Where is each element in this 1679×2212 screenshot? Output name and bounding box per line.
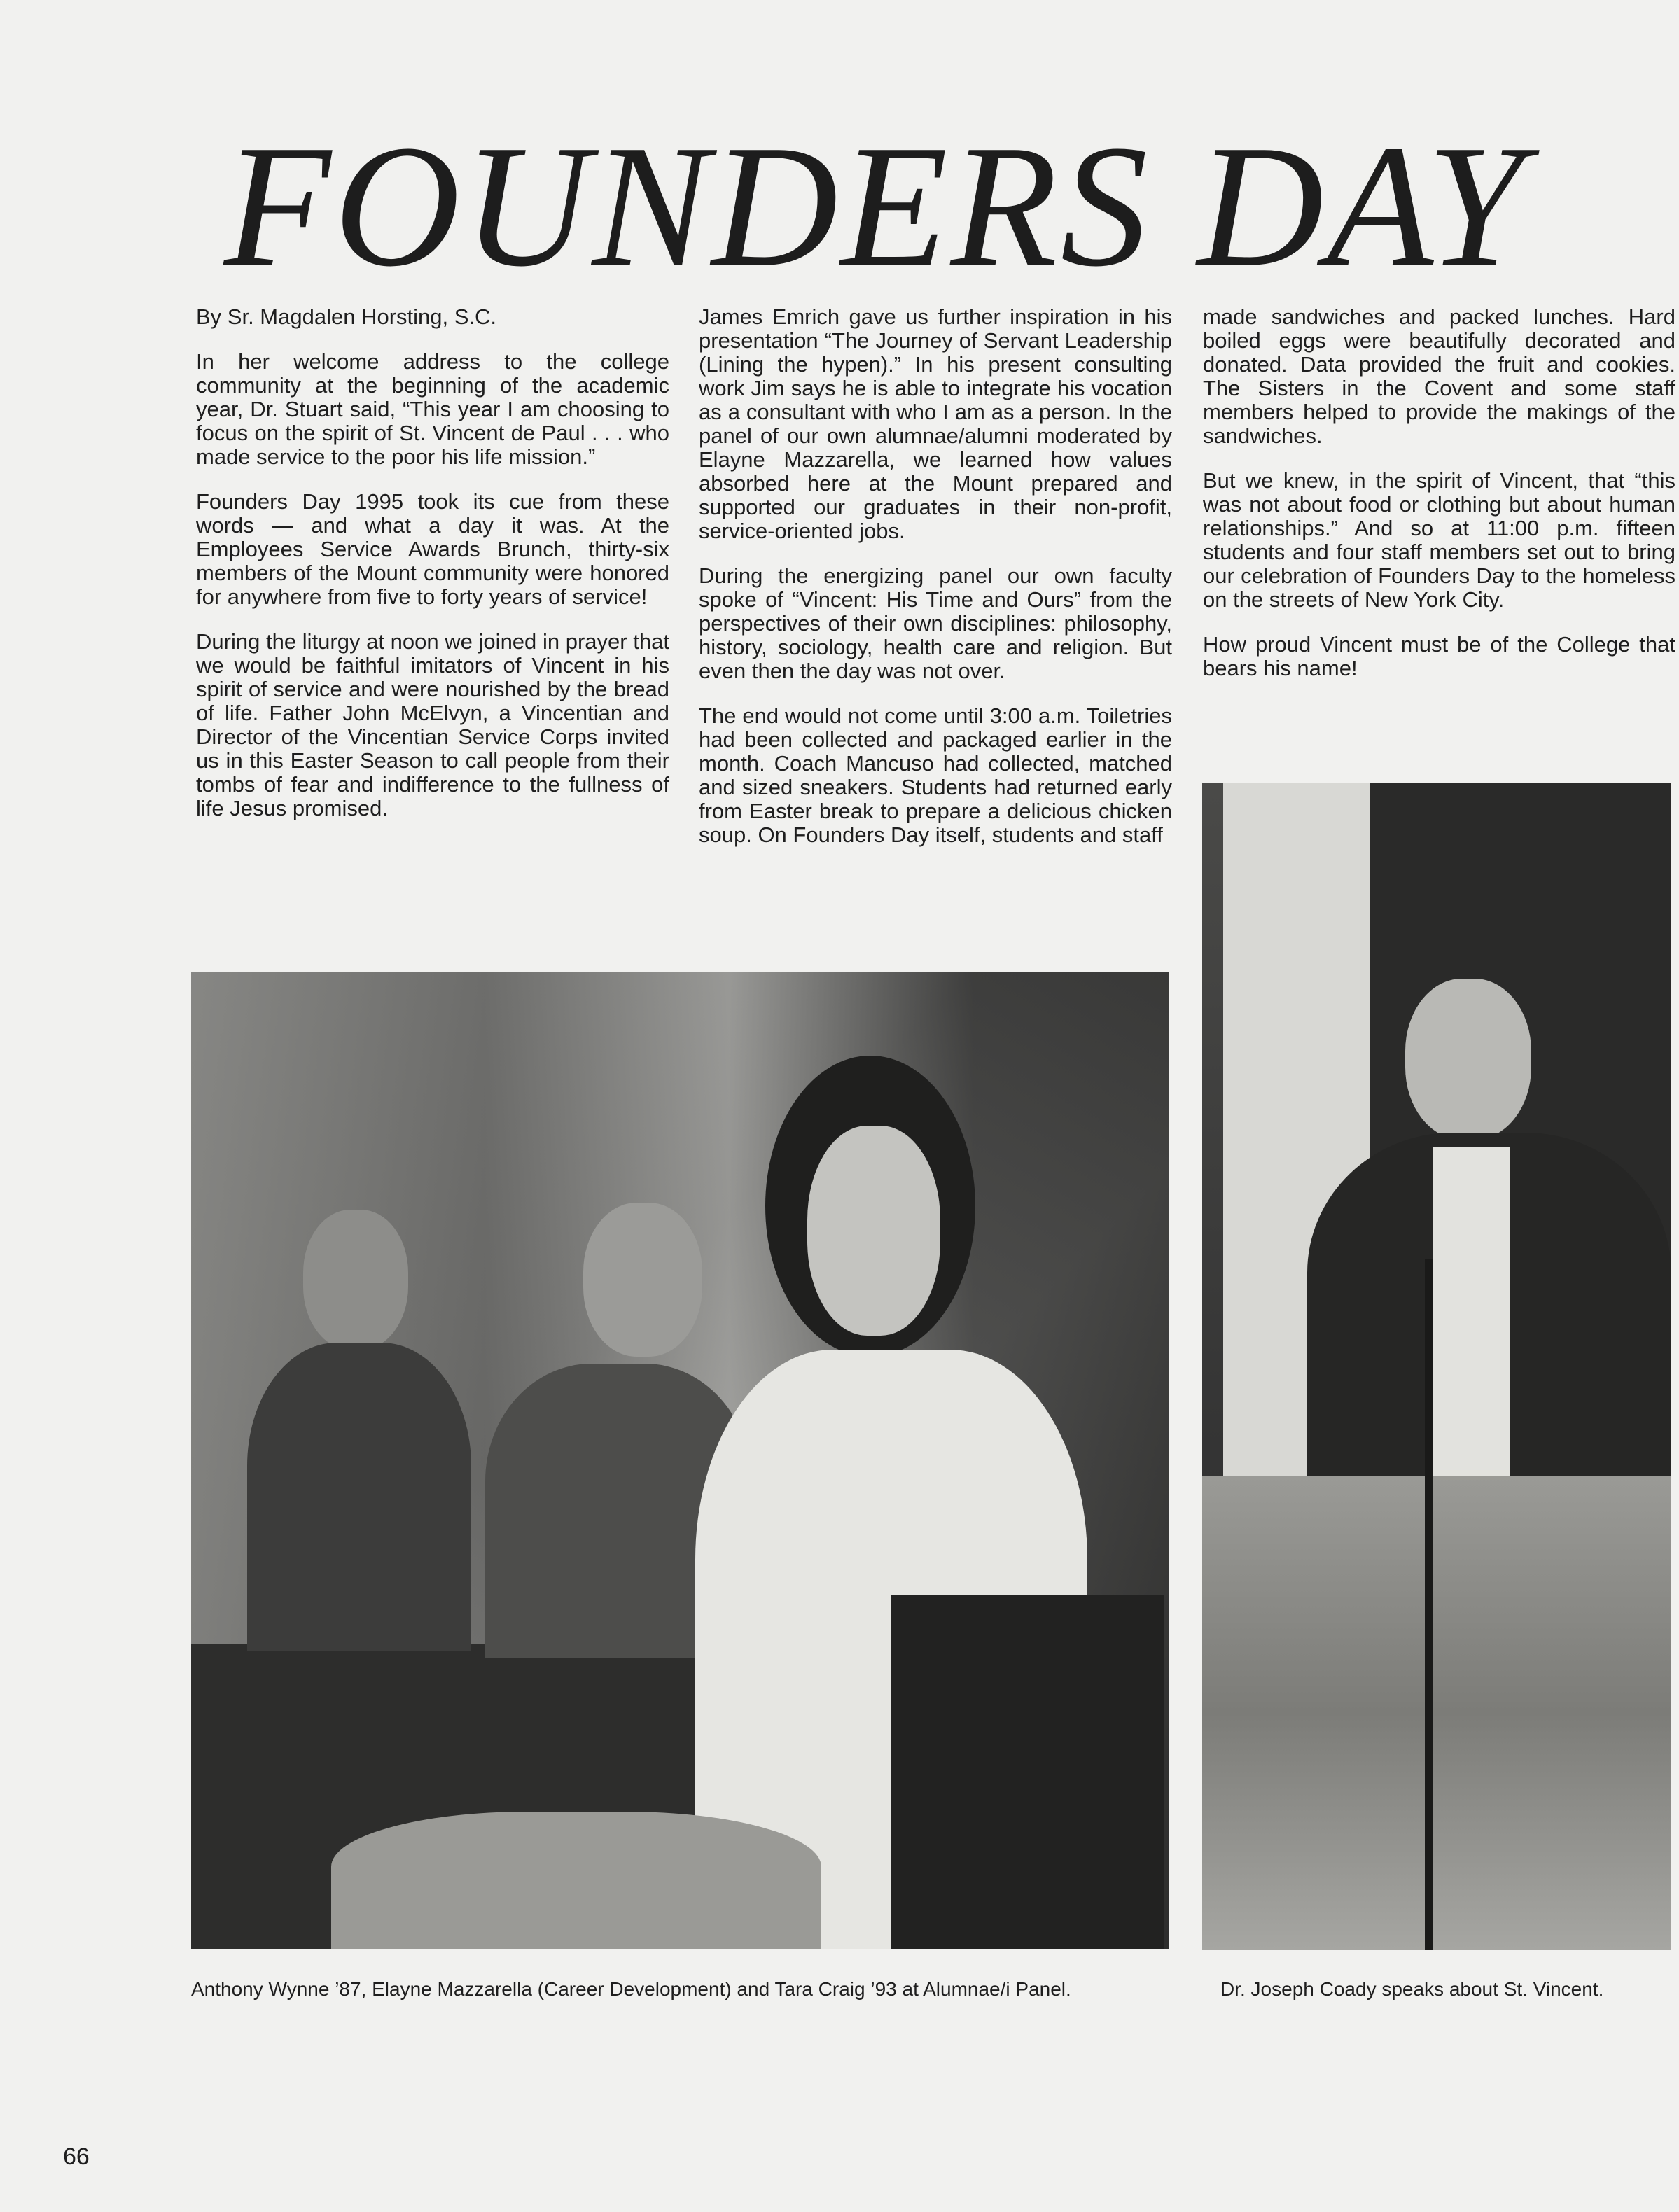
page-title: FOUNDERS DAY bbox=[224, 109, 1527, 303]
speaker-photo bbox=[1202, 783, 1671, 1950]
article-column-1 bbox=[196, 305, 669, 841]
article-column-3 bbox=[1203, 305, 1675, 701]
paragraph: During the liturgy at noon we joined in prayer that we would be faithful imitators of Vincent in his spirit of service and were nourished by the bread of life. Father John McElvyn, a Vincentian and Director of the Vincentian Service Corps invited us in this Easter Season to call people from their tombs of fear and indifference to the fullness of life Jesus promised. bbox=[196, 629, 669, 820]
paragraph: James Emrich gave us further inspiration in his presentation “The Journey of Servant Leadership (Lining the hypen).” In his present consulting work Jim says he is able to integrate his vocation as a consultant with who I am as a person. In the panel of our own alumnae/alumni moderated by Elayne Mazzarella, we learned how values absorbed here at the Mount prepared and supported our graduates in their non-profit, service-oriented jobs. bbox=[699, 304, 1172, 543]
photo-caption: Dr. Joseph Coady speaks about St. Vincent. bbox=[1220, 1978, 1604, 2000]
photo-caption: Anthony Wynne ’87, Elayne Mazzarella (Career Development) and Tara Craig ’93 at Alumnae/i Panel. bbox=[191, 1978, 1071, 2000]
paragraph: In her welcome address to the college community at the beginning of the academic year, Dr. Stuart said, “This year I am choosing to focus on the spirit of St. Vincent de Paul . . . who made service to the poor his life mission.” bbox=[196, 349, 669, 469]
article-column-2 bbox=[699, 305, 1172, 868]
paragraph: made sandwiches and packed lunches. Hard boiled eggs were beautifully decorated and donated. Data provided the fruit and cookies. The Sisters in the Covent and some staff members helped to provide the makings of the sandwiches. bbox=[1203, 304, 1675, 448]
paragraph: How proud Vincent must be of the College that bears his name! bbox=[1203, 632, 1675, 680]
page-number: 66 bbox=[63, 2143, 90, 2170]
paragraph: The end would not come until 3:00 a.m. Toiletries had been collected and packaged earlier in the month. Coach Mancuso had collected, matched and sized sneakers. Students had returned early from Easter break to prepare a delicious chicken soup. On Founders Day itself, students and staff bbox=[699, 704, 1172, 847]
paragraph: During the energizing panel our own faculty spoke of “Vincent: His Time and Ours” from the perspectives of their own disciplines: philosophy, history, sociology, health care and religion. But even then the day was not over. bbox=[699, 564, 1172, 683]
byline: By Sr. Magdalen Horsting, S.C. bbox=[196, 304, 497, 329]
paragraph: But we knew, in the spirit of Vincent, that “this was not about food or clothing but about human relationships.” And so at 11:00 p.m. fifteen students and four staff members set out to bring our celebration of Founders Day to the homeless on the streets of New York City. bbox=[1203, 468, 1675, 612]
panel-photo bbox=[191, 972, 1169, 1949]
paragraph: Founders Day 1995 took its cue from these words — and what a day it was. At the Employees Service Awards Brunch, thirty-six members of the Mount community were honored for anywhere from five to forty years of service! bbox=[196, 489, 669, 609]
